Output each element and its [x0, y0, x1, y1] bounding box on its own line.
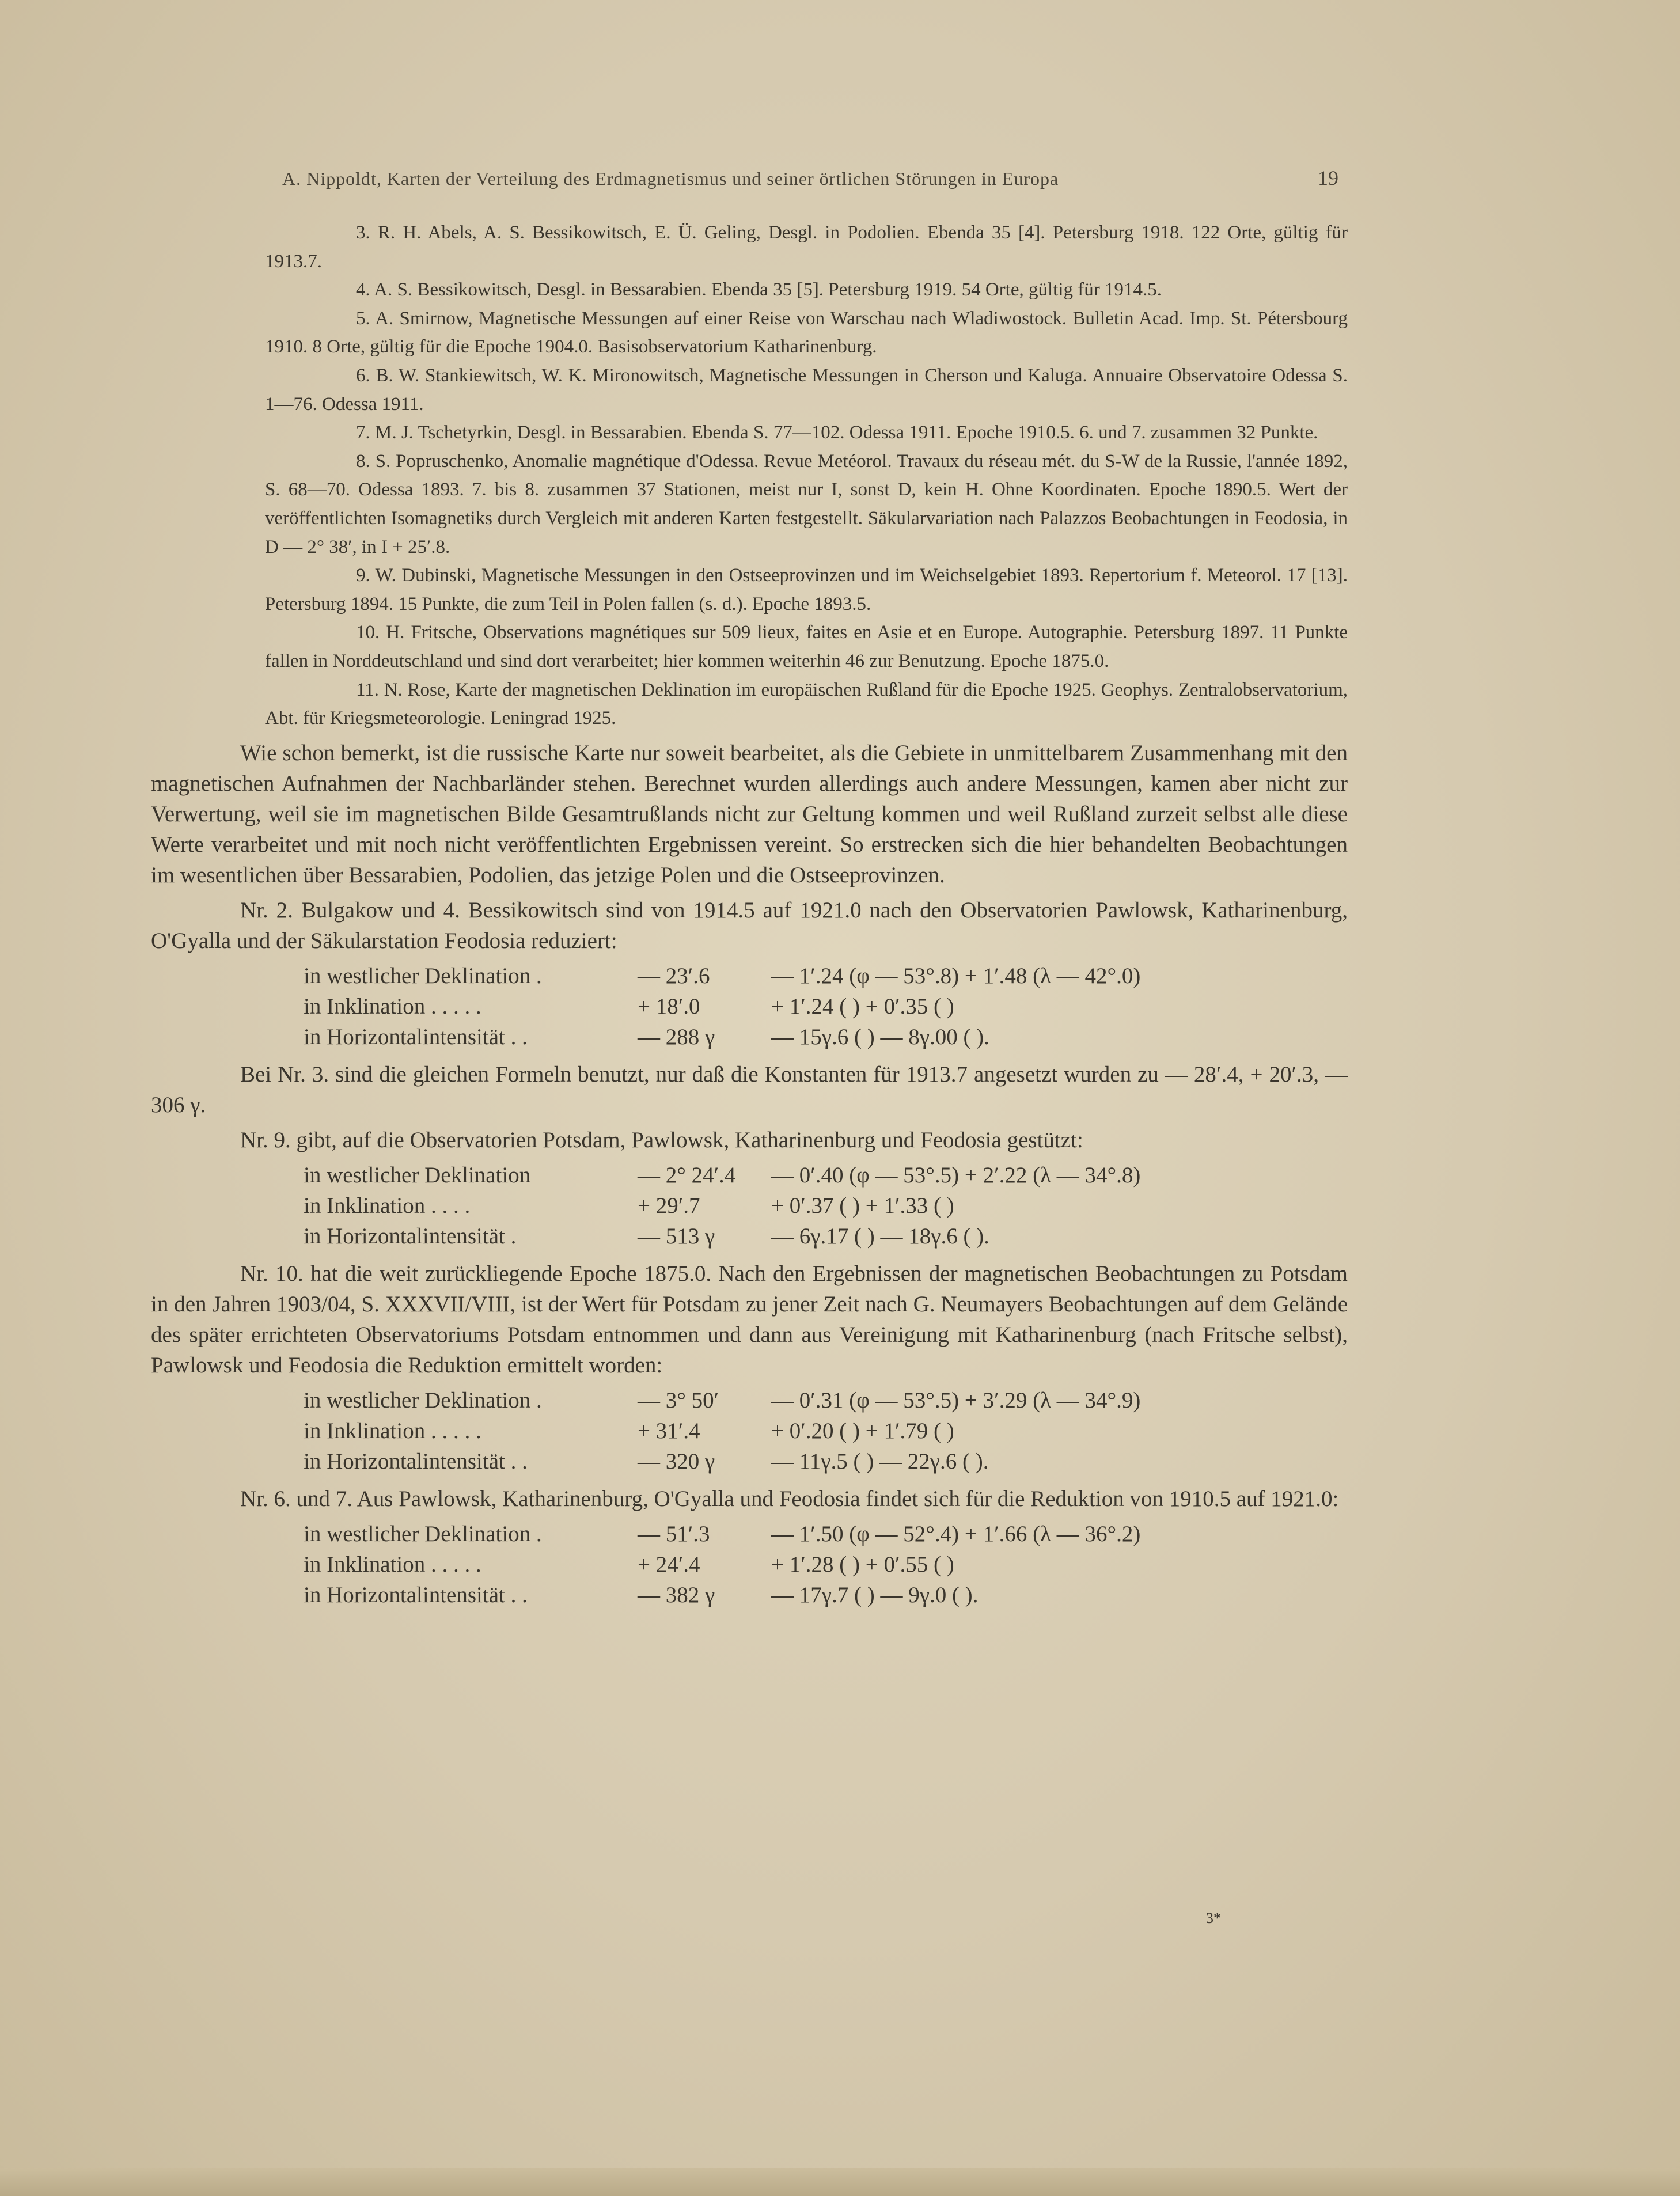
reduction-formula	[304, 1160, 1348, 1251]
formula-row: in Horizontalintensität . — 513 γ — 6γ.17 ( ) — 18γ.6 ( ).	[304, 1223, 989, 1249]
reduction-formula	[304, 1385, 1348, 1477]
reference-item: 6. B. W. Stankiewitsch, W. K. Mironowitsch, Magnetische Messungen in Cherson und Kaluga. Annuaire Observatoire Odessa S. 1—76. Odessa 1911.	[265, 365, 1348, 415]
page-edge	[0, 2168, 1680, 2196]
reference-item: 4. A. S. Bessikowitsch, Desgl. in Bessarabien. Ebenda 35 [5]. Petersburg 1919. 54 Orte, gültig für 1914.5.	[356, 279, 1162, 301]
formula-row: in Horizontalintensität . . — 320 γ — 11γ.5 ( ) — 22γ.6 ( ).	[304, 1448, 989, 1474]
paragraph: Nr. 6. und 7. Aus Pawlowsk, Katharinenburg, O'Gyalla und Feodosia findet sich für die Reduktion von 1910.5 auf 1921.0:	[240, 1486, 1339, 1511]
paragraph: Nr. 10. hat die weit zurückliegende Epoche 1875.0. Nach den Ergebnissen der magnetischen Beobachtungen zu Potsdam in den Jahren 1903/04, S. XXXVII/VIII, ist der Wert für Potsdam zu jener Zeit nach G. Neumayers Beobachtungen auf dem Gelände des später errichteten Observatoriums Potsdam entnommen und dann aus Vereinigung mit Katharinenburg (nach Fritsche selbst), Pawlowsk und Feodosia die Reduktion ermittelt worden:	[151, 1261, 1348, 1378]
printer-signature: 3*	[1206, 1910, 1221, 1926]
reduction-formula	[304, 961, 1348, 1052]
running-header: A. Nippoldt, Karten der Verteilung des Erdmagnetismus und seiner örtlichen Störungen in Europa	[282, 168, 1059, 189]
reference-item: 9. W. Dubinski, Magnetische Messungen in den Ostseeprovinzen und im Weichselgebiet 1893. Repertorium f. Meteorol. 17 [13]. Petersburg 1894. 15 Punkte, die zum Teil in Polen fallen (s. d.). Epoche 1893.5.	[265, 565, 1348, 615]
formula-row: in westlicher Deklination . — 51′.3 — 1′.50 (φ — 52°.4) + 1′.66 (λ — 36°.2)	[304, 1521, 1141, 1546]
body-text	[151, 738, 1348, 1610]
paragraph: Wie schon bemerkt, ist die russische Karte nur soweit bearbeitet, als die Gebiete in unmittelbarem Zusammenhang mit den magnetischen Aufnahmen der Nachbarländer stehen. Berechnet wurden allerdings auch andere Messungen, kamen aber nicht zur Verwertung, weil sie im magnetischen Bilde Gesamtrußlands nicht zur Geltung kommen und weil Rußland zurzeit selbst alle diese Werte verarbeitet und mit noch nicht veröffentlichten Ergebnissen vereint. So erstrecken sich die hier behandelten Beobachtungen im wesentlichen über Bessarabien, Podolien, das jetzige Polen und die Ostseeprovinzen.	[151, 740, 1348, 887]
page-number: 19	[1318, 166, 1338, 189]
reference-item: 7. M. J. Tschetyrkin, Desgl. in Bessarabien. Ebenda S. 77—102. Odessa 1911. Epoche 1910.5. 6. und 7. zusammen 32 Punkte.	[356, 422, 1318, 443]
paragraph: Nr. 2. Bulgakow und 4. Bessikowitsch sind von 1914.5 auf 1921.0 nach den Observatorien Pawlowsk, Katharinenburg, O'Gyalla und der Säkularstation Feodosia reduziert:	[151, 897, 1348, 953]
formula-row: in Inklination . . . . . + 18′.0 + 1′.24 ( ) + 0′.35 ( )	[304, 993, 954, 1019]
formula-row: in Horizontalintensität . . — 288 γ — 15γ.6 ( ) — 8γ.00 ( ).	[304, 1024, 989, 1049]
paragraph: Bei Nr. 3. sind die gleichen Formeln benutzt, nur daß die Konstanten für 1913.7 angesetzt wurden zu — 28′.4, + 20′.3, — 306 γ.	[151, 1061, 1348, 1117]
reference-item: 3. R. H. Abels, A. S. Bessikowitsch, E. Ü. Geling, Desgl. in Podolien. Ebenda 35 [4]. Petersburg 1918. 122 Orte, gültig für 1913.7.	[265, 222, 1348, 272]
formula-row: in westlicher Deklination . — 23′.6 — 1′.24 (φ — 53°.8) + 1′.48 (λ — 42°.0)	[304, 963, 1141, 988]
reduction-formula	[304, 1519, 1348, 1610]
formula-row: in westlicher Deklination . — 3° 50′ — 0′.31 (φ — 53°.5) + 3′.29 (λ — 34°.9)	[304, 1387, 1141, 1413]
formula-row: in Horizontalintensität . . — 382 γ — 17γ.7 ( ) — 9γ.0 ( ).	[304, 1582, 979, 1607]
formula-row: in westlicher Deklination — 2° 24′.4 — 0′.40 (φ — 53°.5) + 2′.22 (λ — 34°.8)	[304, 1162, 1141, 1188]
reference-item: 5. A. Smirnow, Magnetische Messungen auf einer Reise von Warschau nach Wladiwostock. Bulletin Acad. Imp. St. Pétersbourg 1910. 8 Orte, gültig für die Epoche 1904.0. Basisobservatorium Katharinenburg.	[265, 308, 1348, 358]
main-content	[151, 219, 1348, 1617]
formula-row: in Inklination . . . . . + 31′.4 + 0′.20 ( ) + 1′.79 ( )	[304, 1418, 954, 1443]
reference-item: 10. H. Fritsche, Observations magnétiques sur 509 lieux, faites en Asie et en Europe. Autographie. Petersburg 1897. 11 Punkte fallen in Norddeutschland und sind dort verarbeitet; hier kommen weiterhin 46 zur Benutzung. Epoche 1875.0.	[265, 622, 1348, 672]
formula-row: in Inklination . . . . . + 24′.4 + 1′.28 ( ) + 0′.55 ( )	[304, 1552, 954, 1577]
reference-list	[265, 219, 1348, 733]
formula-row: in Inklination . . . . + 29′.7 + 0′.37 ( ) + 1′.33 ( )	[304, 1193, 954, 1218]
reference-item: 11. N. Rose, Karte der magnetischen Deklination im europäischen Rußland für die Epoche 1925. Geophys. Zentralobservatorium, Abt. für Kriegsmeteorologie. Leningrad 1925.	[265, 679, 1348, 729]
paragraph: Nr. 9. gibt, auf die Observatorien Potsdam, Pawlowsk, Katharinenburg und Feodosia gestützt:	[240, 1127, 1083, 1152]
reference-item: 8. S. Popruschenko, Anomalie magnétique d'Odessa. Revue Metéorol. Travaux du réseau mét. du S-W de la Russie, l'année 1892, S. 68—70. Odessa 1893. 7. bis 8. zusammen 37 Stationen, meist nur I, sonst D, kein H. Ohne Koordinaten. Epoche 1890.5. Wert der veröffentlichten Isomagnetiks durch Vergleich mit anderen Karten festgestellt. Säkularvariation nach Palazzos Beobachtungen in Feodosia, in D — 2° 38′, in I + 25′.8.	[265, 450, 1348, 557]
